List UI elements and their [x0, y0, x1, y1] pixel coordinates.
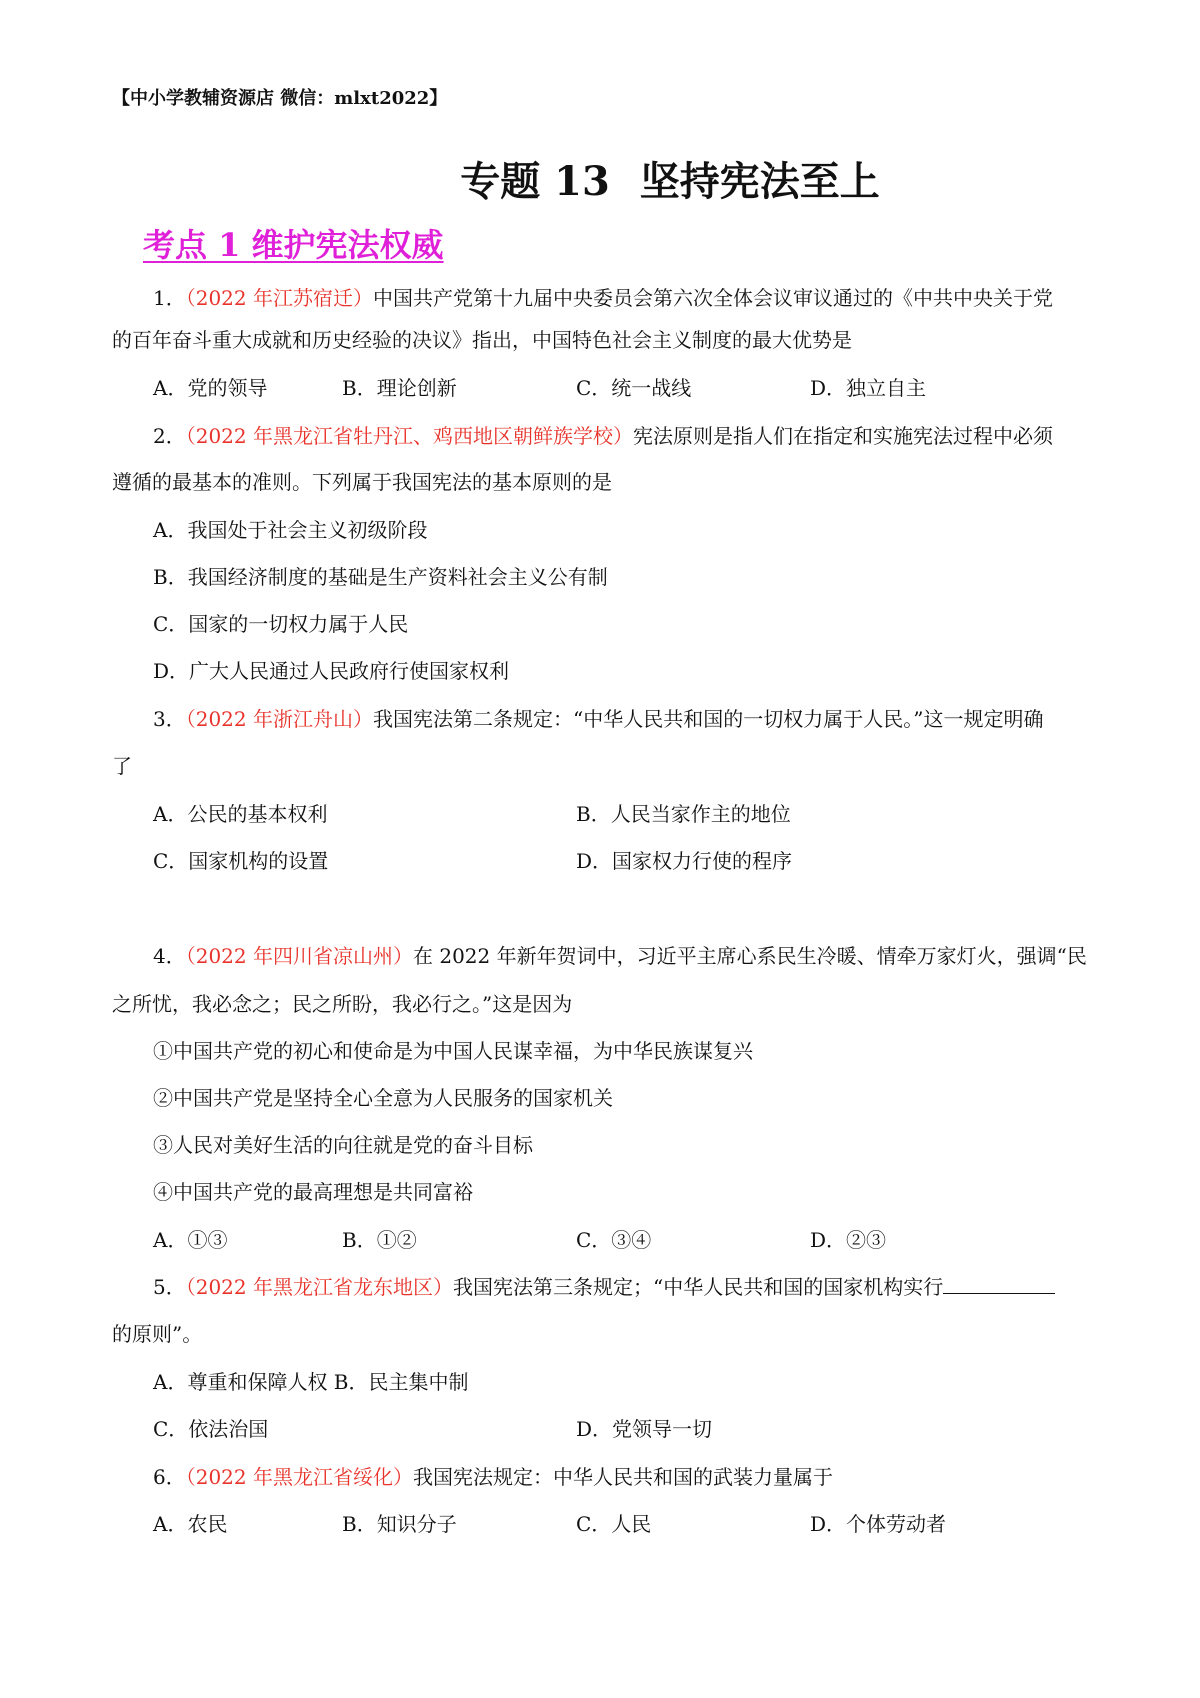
question-source: （2022 年浙江舟山）: [185, 707, 373, 731]
option: D．个体劳动者: [810, 1512, 947, 1536]
statement: ③人民对美好生活的向往就是党的奋斗目标: [153, 1133, 533, 1157]
question-5-line-2: 的原则”。: [112, 1322, 203, 1346]
question-5-line-1: 5．（2022 年黑龙江省龙东地区）我国宪法第三条规定；“中华人民共和国的国家机构实行: [153, 1273, 1055, 1301]
question-source: （2022 年四川省凉山州）: [185, 944, 413, 968]
question-4-line-1: 4．（2022 年四川省凉山州）在 2022 年新年贺词中，习近平主席心系民生冷暖、情牵万家灯火，强调“民: [153, 944, 1087, 968]
statement: ②中国共产党是坚持全心全意为人民服务的国家机关: [153, 1086, 613, 1110]
title-topic: 专题 13: [460, 158, 610, 205]
option: D．独立自主: [810, 376, 927, 400]
question-2-line-1: 2．（2022 年黑龙江省牡丹江、鸡西地区朝鲜族学校）宪法原则是指人们在指定和实施宪法过程中必须: [153, 424, 1053, 448]
question-3-line-2: 了: [112, 754, 132, 778]
option: C．统一战线: [576, 376, 692, 400]
option: C．③④: [576, 1228, 652, 1252]
page-title: [0, 150, 1200, 207]
option: C．人民: [576, 1512, 652, 1536]
statement: ①中国共产党的初心和使命是为中国人民谋幸福，为中华民族谋复兴: [153, 1039, 753, 1063]
option: D．②③: [810, 1228, 887, 1252]
question-4-line-2: 之所忧，我必念之；民之所盼，我必行之。”这是因为: [112, 992, 573, 1016]
option: C．国家的一切权力属于人民: [153, 612, 409, 636]
option: A．①③: [153, 1228, 228, 1252]
option: C．依法治国: [153, 1417, 269, 1441]
question-source: （2022 年黑龙江省绥化）: [185, 1465, 413, 1489]
question-source: （2022 年黑龙江省龙东地区）: [185, 1275, 453, 1299]
question-2-line-2: 遵循的最基本的准则。下列属于我国宪法的基本原则的是: [112, 470, 612, 494]
option: A．我国处于社会主义初级阶段: [153, 518, 428, 542]
option: B．①②: [342, 1228, 417, 1252]
section-title: 考点 1 维护宪法权威: [143, 226, 444, 264]
option: B．人民当家作主的地位: [576, 802, 791, 826]
option: A．党的领导: [153, 376, 268, 400]
option: D．广大人民通过人民政府行使国家权利: [153, 659, 510, 683]
question-1-line-1: 1．（2022 年江苏宿迁）中国共产党第十九届中央委员会第六次全体会议审议通过的《中共中央关于党: [153, 286, 1053, 310]
option: B．知识分子: [342, 1512, 457, 1536]
option: D．国家权力行使的程序: [576, 849, 793, 873]
answer-blank[interactable]: [943, 1273, 1055, 1294]
option: D．党领导一切: [576, 1417, 713, 1441]
header-note: 【中小学教辅资源店 微信：mlxt2022】: [112, 88, 448, 109]
option: B．理论创新: [342, 376, 457, 400]
option: A．农民: [153, 1512, 228, 1536]
question-source: （2022 年黑龙江省牡丹江、鸡西地区朝鲜族学校）: [185, 424, 633, 448]
question-6-line-1: 6．（2022 年黑龙江省绥化）我国宪法规定：中华人民共和国的武装力量属于: [153, 1465, 833, 1489]
question-3-line-1: 3．（2022 年浙江舟山）我国宪法第二条规定：“中华人民共和国的一切权力属于人民。”这一规定明确: [153, 707, 1044, 731]
option: A．尊重和保障人权 B．民主集中制: [153, 1370, 469, 1394]
option: A．公民的基本权利: [153, 802, 328, 826]
question-1-line-2: 的百年奋斗重大成就和历史经验的决议》指出，中国特色社会主义制度的最大优势是: [112, 328, 852, 352]
title-name: 坚持宪法至上: [639, 158, 880, 205]
option: B．我国经济制度的基础是生产资料社会主义公有制: [153, 565, 608, 589]
question-source: （2022 年江苏宿迁）: [185, 286, 373, 310]
statement: ④中国共产党的最高理想是共同富裕: [153, 1180, 473, 1204]
option: C．国家机构的设置: [153, 849, 329, 873]
